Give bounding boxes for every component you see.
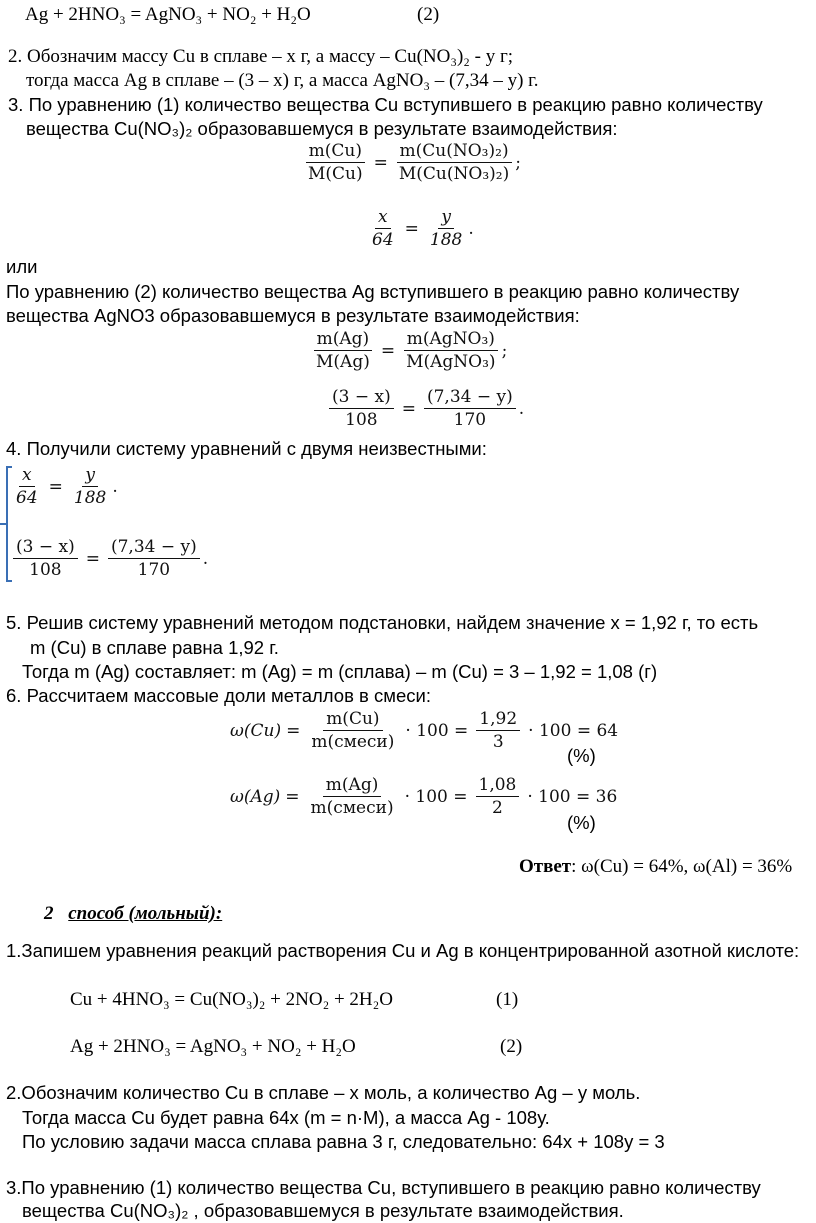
numerator: x (375, 206, 391, 229)
fraction-3-minus-x (329, 386, 394, 431)
step5-line3: Тогда m (Ag) составляет: m (Ag) = m (сплава) – m (Cu) = 3 – 1,92 = 1,08 (г) (22, 661, 658, 682)
equals-sign: = (373, 152, 388, 173)
numerator: x (19, 464, 35, 487)
punctuation: . (112, 476, 118, 497)
numerator: (7,34 − y) (108, 536, 200, 559)
denominator: 108 (345, 410, 378, 430)
numerator: m(Cu(NO₃)₂) (397, 140, 512, 163)
step2-line2: тогда масса Ag в сплаве – (3 – х) г, а масса AgNO₃ – (7,34 – у) г. (26, 70, 539, 91)
fraction-734-minus-y (424, 386, 516, 431)
formula-ratio-cu (302, 140, 521, 185)
formula-omega-cu (230, 708, 623, 753)
percent-unit-1: (%) (567, 745, 596, 766)
answer-text: : ω(Cu) = 64%, ω(Al) = 36% (571, 856, 793, 877)
step4: 4. Получили систему уравнений с двумя неизвестными: (6, 438, 487, 459)
step2-line1: 2. Обозначим массу Cu в сплаве – х г, а массу – Cu(NO₃)₂ - у г; (8, 46, 514, 67)
equals-sign: = (48, 476, 63, 497)
fraction-x (13, 464, 41, 509)
denominator: M(Cu) (308, 164, 363, 184)
fraction-cu-nitrate (396, 140, 512, 185)
fraction-3-minus-x (13, 536, 78, 581)
formula-x-y (366, 206, 474, 251)
fraction-734-minus-y (108, 536, 200, 581)
punctuation: . (468, 218, 474, 239)
alt-line1: По уравнению (2) количество вещества Ag вступившего в реакцию равно количеству (6, 281, 740, 302)
denominator: M(Ag) (316, 352, 370, 372)
numerator: y (82, 464, 98, 487)
denominator: m(смеси) (311, 732, 395, 752)
numerator: y (438, 206, 454, 229)
step5-line1: 5. Решив систему уравнений методом подстановки, найдем значение х = 1,92 г, то есть (6, 612, 759, 633)
numerator: (3 − x) (13, 536, 78, 559)
m2-step1: 1.Запишем уравнения реакций растворения Cu и Ag в концентрированной азотной кислоте: (6, 940, 800, 961)
omega-cu-label: ω(Cu) (230, 720, 282, 741)
formula-omega-ag (230, 774, 622, 819)
omega-ag-label: ω(Ag) (230, 786, 281, 807)
method2-number: 2 (44, 903, 54, 924)
denominator: 188 (429, 230, 463, 250)
denominator: 64 (16, 488, 38, 508)
system-brace (6, 466, 8, 582)
punctuation: ; (515, 152, 521, 173)
fraction-y (427, 206, 465, 251)
m2-step3-line1: 3.По уравнению (1) количество вещества Cu, вступившего в реакцию равно количеству (6, 1177, 761, 1198)
step3-line2: вещества Cu(NO₃)₂ образовавшемуся в результате взаимодействия: (26, 118, 618, 139)
denominator: 64 (372, 230, 394, 250)
multiply-text: · 100 = (405, 720, 469, 741)
answer-label: Ответ (519, 856, 572, 877)
denominator: m(смеси) (310, 798, 394, 818)
fraction-ag-nitrate (403, 328, 498, 373)
m2-step3-line2: вещества Cu(NO₃)₂ , образовавшемуся в результате взаимодействия. (22, 1200, 624, 1221)
equals-sign: = (404, 218, 419, 239)
fraction-m-cu-over-m-mix (308, 708, 397, 753)
numerator: 1,08 (476, 774, 520, 797)
fraction-cu-mass (305, 140, 366, 185)
punctuation: . (518, 398, 525, 419)
system-equation-1 (10, 464, 118, 509)
or-word: или (6, 256, 38, 277)
denominator: 108 (29, 560, 62, 580)
alt-line2: вещества AgNO3 образовавшемуся в результате взаимодействия: (6, 305, 580, 326)
fraction-y (71, 464, 109, 509)
m2-equation-2: Ag + 2HNO₃ = AgNO₃ + NO₂ + H₂O (70, 1036, 356, 1057)
result-text: · 100 = 64 (528, 720, 619, 741)
equals-sign: = (286, 720, 301, 741)
method2-heading (44, 903, 222, 925)
denominator: 3 (492, 732, 504, 752)
system-brace-middle (0, 523, 6, 525)
equation-2-top: Ag + 2HNO₃ = AgNO₃ + NO₂ + H₂O (25, 4, 311, 25)
denominator: 170 (137, 560, 171, 580)
result-text: · 100 = 36 (527, 786, 618, 807)
equals-sign: = (285, 786, 300, 807)
numerator: (7,34 − y) (424, 386, 516, 409)
multiply-text: · 100 = (404, 786, 468, 807)
step3-line1: 3. По уравнению (1) количество вещества Cu вступившего в реакцию равно количеству (8, 94, 763, 115)
step5-line2: m (Cu) в сплаве равна 1,92 г. (30, 637, 279, 658)
denominator: 170 (453, 410, 487, 430)
equation-2-number: (2) (417, 4, 440, 25)
numerator: m(Ag) (323, 774, 382, 797)
fraction-value (476, 708, 520, 753)
denominator: 2 (492, 798, 503, 818)
fraction-x (369, 206, 397, 251)
system-equation-2 (10, 536, 208, 581)
numerator: m(Ag) (314, 328, 373, 351)
answer-line (519, 856, 792, 878)
denominator: M(AgNO₃) (406, 352, 496, 372)
numerator: m(Cu) (323, 708, 382, 731)
equals-sign: = (380, 340, 396, 361)
m2-step2-line3: По условию задачи масса сплава равна 3 г, следовательно: 64х + 108у = 3 (22, 1131, 665, 1152)
numerator: m(AgNO₃) (404, 328, 498, 351)
fraction-ag-mass (313, 328, 373, 373)
m2-equation-1-number: (1) (496, 989, 519, 1010)
denominator: 188 (73, 488, 107, 508)
denominator: M(Cu(NO₃)₂) (398, 164, 510, 184)
equals-sign: = (85, 548, 100, 569)
numerator: m(Cu) (306, 140, 365, 163)
m2-step2-line2: Тогда масса Cu будет равна 64х (m = n·M), а масса Ag - 108у. (22, 1107, 550, 1128)
numerator: (3 − x) (329, 386, 394, 409)
m2-step2-line1: 2.Обозначим количество Cu в сплаве – х моль, а количество Ag – у моль. (6, 1082, 641, 1103)
formula-3mx-7y (326, 386, 524, 431)
m2-equation-2-number: (2) (500, 1036, 523, 1057)
fraction-value (476, 774, 520, 819)
equals-sign: = (401, 398, 416, 419)
punctuation: . (202, 548, 209, 569)
percent-unit-2: (%) (567, 812, 596, 833)
m2-equation-1: Cu + 4HNO₃ = Cu(NO₃)₂ + 2NO₂ + 2H₂O (70, 989, 393, 1010)
step6: 6. Рассчитаем массовые доли металлов в смеси: (6, 685, 432, 706)
formula-ratio-ag (310, 328, 507, 373)
punctuation: ; (501, 340, 508, 361)
numerator: 1,92 (476, 708, 520, 731)
fraction-m-ag-over-m-mix (308, 774, 397, 819)
method2-title: способ (мольный): (68, 903, 223, 924)
